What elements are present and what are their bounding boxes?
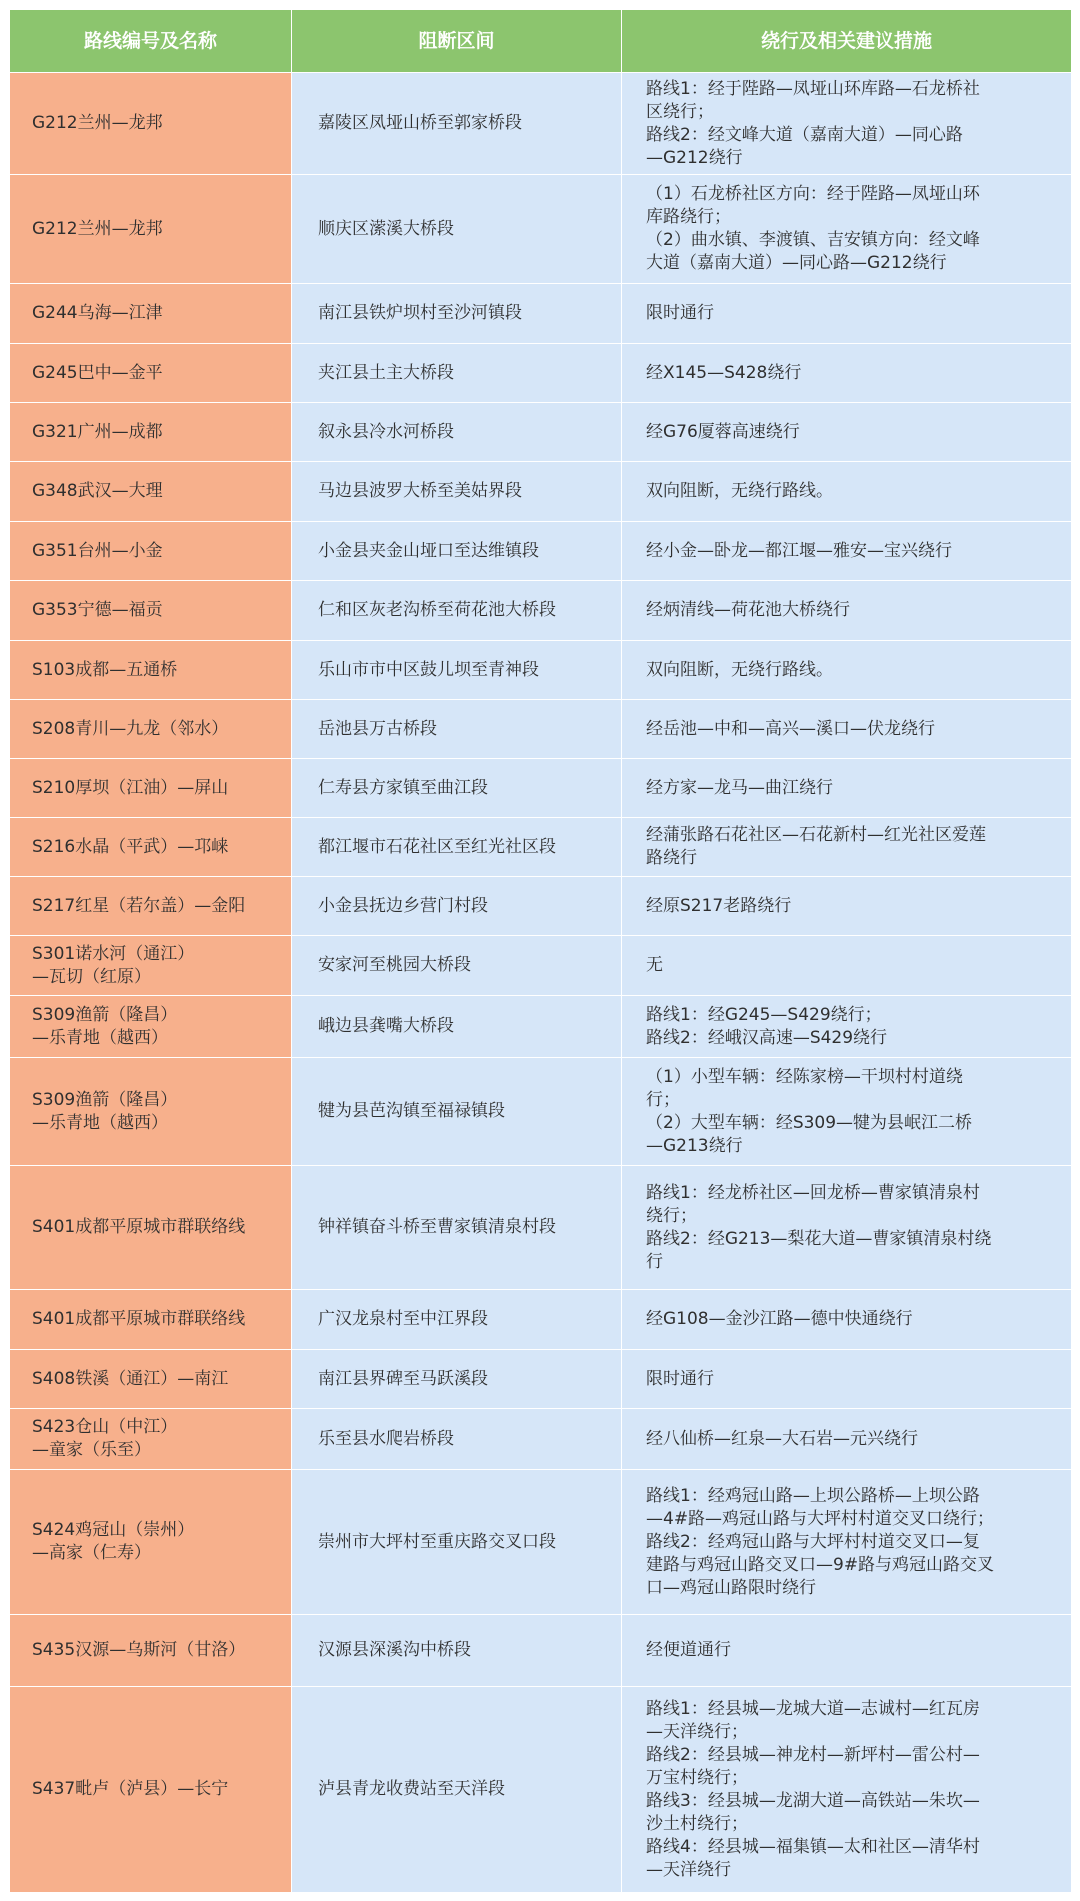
- table-row: [10, 175, 1072, 284]
- route-name-line: G353宁德—福贡: [32, 600, 163, 620]
- route-name-line: G212兰州—龙邦: [32, 113, 163, 133]
- detour-advice-cell: [622, 641, 1072, 700]
- detour-advice-line: 经G108—金沙江路—德中快通绕行: [646, 1309, 913, 1329]
- route-name-line: —乐青地（越西）: [32, 1112, 168, 1133]
- detour-advice-cell: [622, 73, 1072, 175]
- detour-advice-line: 建路与鸡冠山路交叉口—9#路与鸡冠山路交叉: [646, 1554, 995, 1575]
- detour-advice-line: 路线2：经G213—梨花大道—曹家镇清泉村绕: [646, 1228, 992, 1249]
- detour-advice-cell: [622, 581, 1072, 641]
- table-row: [10, 996, 1072, 1058]
- detour-advice-line: —天洋绕行；: [646, 1721, 748, 1742]
- route-cell: [10, 1687, 292, 1893]
- detour-advice-line: 行；: [646, 1089, 680, 1110]
- detour-advice-line: 经小金—卧龙—都江堰—雅安—宝兴绕行: [646, 540, 952, 561]
- route-name-line: S217红星（若尔盖）—金阳: [32, 895, 246, 916]
- route-cell: [10, 1470, 292, 1615]
- table-row: [10, 818, 1072, 877]
- detour-advice-cell: [622, 403, 1072, 462]
- route-name-line: G244乌海—江津: [32, 303, 163, 323]
- detour-advice-line: 路线4：经县城—福集镇—太和社区—清华村: [646, 1836, 980, 1857]
- route-name-line: S309渔箭（隆昌）: [32, 1089, 178, 1110]
- detour-advice-line: 行: [646, 1251, 663, 1272]
- detour-advice-line: 路线2：经县城—神龙村—新坪村—雷公村—: [646, 1744, 980, 1765]
- blocked-section-cell: 峨边县龚嘴大桥段: [292, 996, 622, 1058]
- table-row: [10, 1350, 1072, 1409]
- blocked-section-cell: 汉源县深溪沟中桥段: [292, 1615, 622, 1687]
- detour-advice-line: 区绕行；: [646, 101, 714, 122]
- detour-advice-line: 限时通行: [646, 1368, 714, 1389]
- table-row: [10, 1058, 1072, 1166]
- route-name-line: S435汉源—乌斯河（甘洛）: [32, 1640, 246, 1660]
- blocked-section-cell: 小金县夹金山垭口至达维镇段: [292, 522, 622, 581]
- table-row: [10, 1166, 1072, 1290]
- detour-advice-cell: [622, 1615, 1072, 1687]
- blocked-section-cell: 夹江县土主大桥段: [292, 344, 622, 403]
- detour-advice-cell: [622, 700, 1072, 759]
- detour-advice-cell: [622, 1166, 1072, 1290]
- table-row: [10, 73, 1072, 175]
- detour-advice-cell: [622, 522, 1072, 581]
- blocked-section-cell: 南江县铁炉坝村至沙河镇段: [292, 284, 622, 344]
- route-name-line: —乐青地（越西）: [32, 1027, 168, 1048]
- detour-advice-line: 双向阻断，无绕行路线。: [646, 659, 833, 680]
- detour-advice-line: 路线2：经鸡冠山路与大坪村村道交叉口—复: [646, 1531, 980, 1552]
- route-cell: [10, 403, 292, 462]
- table-row: [10, 403, 1072, 462]
- table-row: [10, 1409, 1072, 1470]
- route-name-line: S423仓山（中江）: [32, 1417, 178, 1437]
- detour-advice-line: 经炳清线—荷花池大桥绕行: [646, 600, 850, 620]
- route-name-line: G321广州—成都: [32, 421, 163, 442]
- detour-advice-cell: [622, 344, 1072, 403]
- route-name-line: G245巴中—金平: [32, 362, 163, 383]
- detour-advice-line: 限时通行: [646, 303, 714, 323]
- detour-advice-cell: [622, 175, 1072, 284]
- table-row: [10, 759, 1072, 818]
- route-cell: [10, 344, 292, 403]
- route-cell: [10, 175, 292, 284]
- detour-advice-line: （2）大型车辆：经S309—犍为县岷江二桥: [646, 1112, 973, 1133]
- table-row: [10, 522, 1072, 581]
- detour-advice-line: （2）曲水镇、李渡镇、吉安镇方向：经文峰: [646, 230, 980, 250]
- detour-advice-line: 经岳池—中和—高兴—溪口—伏龙绕行: [646, 718, 935, 739]
- detour-advice-line: —G213绕行: [646, 1135, 743, 1156]
- table-row: [10, 1470, 1072, 1615]
- detour-advice-line: 经蒲张路石花社区—石花新村—红光社区爱莲: [646, 825, 986, 845]
- route-name-line: S301诺水河（通江）: [32, 943, 195, 964]
- table-row: [10, 581, 1072, 641]
- detour-advice-line: —4#路—鸡冠山路与大坪村村道交叉口绕行；: [646, 1508, 995, 1529]
- detour-advice-line: 经原S217老路绕行: [646, 895, 792, 916]
- detour-advice-line: 路线1：经龙桥社区—回龙桥—曹家镇清泉村: [646, 1182, 980, 1203]
- route-name-line: S437毗卢（泸县）—长宁: [32, 1779, 229, 1799]
- blocked-section-cell: 顺庆区潆溪大桥段: [292, 175, 622, 284]
- route-cell: [10, 877, 292, 936]
- detour-advice-line: （1）小型车辆：经陈家榜—干坝村村道绕: [646, 1066, 963, 1087]
- route-cell: [10, 1409, 292, 1470]
- detour-advice-cell: [622, 1058, 1072, 1166]
- header-route: 路线编号及名称: [10, 10, 292, 73]
- detour-advice-cell: [622, 462, 1072, 522]
- table-row: [10, 1687, 1072, 1893]
- route-name-line: —瓦切（红原）: [32, 966, 151, 987]
- route-cell: [10, 759, 292, 818]
- detour-advice-line: 路线3：经县城—龙湖大道—高铁站—朱坎—: [646, 1790, 980, 1811]
- table-header-row: [10, 10, 1072, 73]
- route-cell: [10, 284, 292, 344]
- detour-advice-line: 双向阻断，无绕行路线。: [646, 481, 833, 501]
- route-name-line: S424鸡冠山（崇州）: [32, 1520, 195, 1540]
- detour-advice-cell: [622, 1290, 1072, 1350]
- detour-advice-cell: [622, 996, 1072, 1058]
- detour-advice-line: 路线2：经文峰大道（嘉南大道）—同心路: [646, 124, 963, 145]
- route-cell: [10, 462, 292, 522]
- blocked-section-cell: 乐至县水爬岩桥段: [292, 1409, 622, 1470]
- route-name-line: —高家（仁寿）: [32, 1543, 151, 1563]
- route-name-line: —童家（乐至）: [32, 1440, 151, 1460]
- detour-advice-line: 路线1：经县城—龙城大道—志诚村—红瓦房: [646, 1698, 980, 1719]
- route-name-line: S103成都—五通桥: [32, 659, 178, 680]
- detour-advice-line: 路线1：经于陛路—凤垭山环库路—石龙桥社: [646, 78, 980, 99]
- detour-advice-cell: [622, 818, 1072, 877]
- table-row: [10, 1615, 1072, 1687]
- blocked-section-cell: 小金县抚边乡营门村段: [292, 877, 622, 936]
- detour-advice-cell: [622, 284, 1072, 344]
- table-row: [10, 462, 1072, 522]
- blocked-section-cell: 都江堰市石花社区至红光社区段: [292, 818, 622, 877]
- blocked-section-cell: 犍为县芭沟镇至福禄镇段: [292, 1058, 622, 1166]
- blocked-section-cell: 马边县波罗大桥至美姑界段: [292, 462, 622, 522]
- detour-advice-cell: [622, 759, 1072, 818]
- blocked-section-cell: 南江县界碑至马跃溪段: [292, 1350, 622, 1409]
- route-name-line: S401成都平原城市群联络线: [32, 1309, 246, 1329]
- detour-advice-cell: [622, 1350, 1072, 1409]
- route-name-line: G212兰州—龙邦: [32, 218, 163, 239]
- detour-advice-line: 经X145—S428绕行: [646, 362, 802, 383]
- route-cell: [10, 1290, 292, 1350]
- route-cell: [10, 818, 292, 877]
- table-row: [10, 641, 1072, 700]
- blocked-section-cell: 广汉龙泉村至中江界段: [292, 1290, 622, 1350]
- blocked-section-cell: 乐山市市中区鼓儿坝至青神段: [292, 641, 622, 700]
- detour-advice-line: 绕行；: [646, 1205, 697, 1226]
- detour-advice-line: 经便道通行: [646, 1640, 731, 1660]
- header-section: 阻断区间: [292, 10, 622, 73]
- route-name-line: G351台州—小金: [32, 540, 163, 561]
- blocked-section-cell: 钟祥镇奋斗桥至曹家镇清泉村段: [292, 1166, 622, 1290]
- table-row: [10, 700, 1072, 759]
- detour-advice-cell: [622, 1470, 1072, 1615]
- road-closure-table: [9, 9, 1072, 1893]
- detour-advice-line: 库路绕行；: [646, 207, 731, 227]
- route-cell: [10, 996, 292, 1058]
- route-cell: [10, 522, 292, 581]
- route-name-line: S309渔箭（隆昌）: [32, 1004, 178, 1025]
- table-row: [10, 284, 1072, 344]
- detour-advice-line: 经G76厦蓉高速绕行: [646, 421, 800, 442]
- header-detour: 绕行及相关建议措施: [622, 10, 1072, 73]
- detour-advice-line: 大道（嘉南大道）—同心路—G212绕行: [646, 253, 947, 273]
- route-cell: [10, 1058, 292, 1166]
- blocked-section-cell: 岳池县万古桥段: [292, 700, 622, 759]
- detour-advice-cell: [622, 1687, 1072, 1893]
- detour-advice-line: 路绕行: [646, 848, 697, 868]
- detour-advice-line: 路线1：经鸡冠山路—上坝公路桥—上坝公路: [646, 1485, 980, 1506]
- table-row: [10, 344, 1072, 403]
- detour-advice-line: 无: [646, 955, 663, 975]
- detour-advice-line: 路线1：经G245—S429绕行；: [646, 1004, 882, 1025]
- route-cell: [10, 1615, 292, 1687]
- route-name-line: S210厚坝（江油）—屏山: [32, 777, 229, 798]
- blocked-section-cell: 嘉陵区凤垭山桥至郭家桥段: [292, 73, 622, 175]
- route-cell: [10, 73, 292, 175]
- detour-advice-line: —天洋绕行: [646, 1859, 731, 1880]
- route-name-line: S216水晶（平武）—邛崃: [32, 836, 229, 857]
- route-cell: [10, 581, 292, 641]
- blocked-section-cell: 泸县青龙收费站至天洋段: [292, 1687, 622, 1893]
- detour-advice-cell: [622, 877, 1072, 936]
- detour-advice-line: 万宝村绕行；: [646, 1767, 748, 1788]
- route-name-line: S208青川—九龙（邻水）: [32, 718, 229, 739]
- route-cell: [10, 700, 292, 759]
- route-cell: [10, 1166, 292, 1290]
- blocked-section-cell: 安家河至桃园大桥段: [292, 936, 622, 996]
- detour-advice-line: 经方家—龙马—曲江绕行: [646, 777, 833, 798]
- route-name-line: G348武汉—大理: [32, 481, 163, 501]
- detour-advice-line: 沙土村绕行；: [646, 1813, 748, 1834]
- blocked-section-cell: 仁和区灰老沟桥至荷花池大桥段: [292, 581, 622, 641]
- detour-advice-line: 口—鸡冠山路限时绕行: [646, 1577, 816, 1598]
- detour-advice-line: —G212绕行: [646, 147, 743, 168]
- detour-advice-cell: [622, 936, 1072, 996]
- detour-advice-line: 路线2：经峨汉高速—S429绕行: [646, 1027, 888, 1048]
- detour-advice-line: 经八仙桥—红泉—大石岩—元兴绕行: [646, 1428, 918, 1449]
- route-cell: [10, 641, 292, 700]
- table-row: [10, 877, 1072, 936]
- blocked-section-cell: 崇州市大坪村至重庆路交叉口段: [292, 1470, 622, 1615]
- table-row: [10, 936, 1072, 996]
- route-name-line: S408铁溪（通江）—南江: [32, 1368, 229, 1389]
- detour-advice-line: （1）石龙桥社区方向：经于陛路—凤垭山环: [646, 184, 980, 204]
- table-row: [10, 1290, 1072, 1350]
- route-cell: [10, 936, 292, 996]
- detour-advice-cell: [622, 1409, 1072, 1470]
- route-cell: [10, 1350, 292, 1409]
- blocked-section-cell: 仁寿县方家镇至曲江段: [292, 759, 622, 818]
- blocked-section-cell: 叙永县冷水河桥段: [292, 403, 622, 462]
- route-name-line: S401成都平原城市群联络线: [32, 1217, 246, 1237]
